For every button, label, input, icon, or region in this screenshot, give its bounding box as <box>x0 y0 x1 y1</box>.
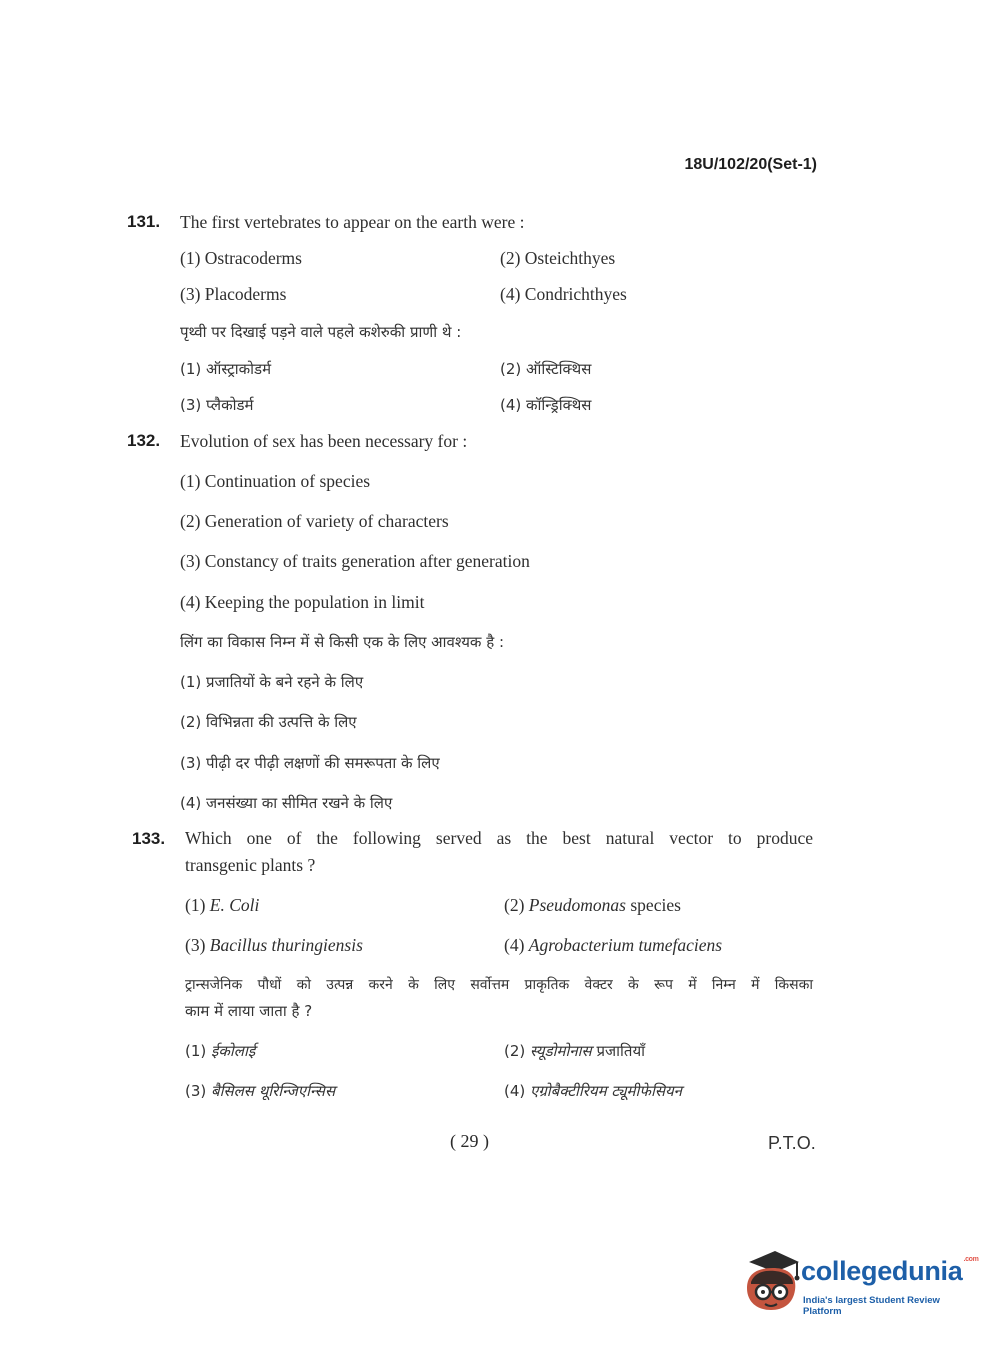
question-text-hindi: ट्रान्सजेनिक पौधों को उत्पन्न करने के लिए सर्वोत्तम प्राकृतिक वेक्टर के रूप में निम्न में किसका <box>185 977 813 993</box>
option-hindi <box>504 1041 645 1061</box>
option-hindi: (1) ऑस्ट्राकोडर्म <box>180 360 272 378</box>
option-number: (3) <box>185 1082 207 1100</box>
option-hindi <box>185 1041 255 1061</box>
question-text: The first vertebrates to appear on the earth were : <box>180 212 525 232</box>
option-number: (1) <box>185 895 206 915</box>
option-italic-text: एग्रोबैक्टीरियम ट्यूमीफेसियन <box>530 1082 683 1100</box>
option: (4) Keeping the population in limit <box>180 592 425 612</box>
option-hindi <box>504 1081 682 1101</box>
option: (2) Osteichthyes <box>500 248 616 268</box>
option-hindi <box>185 1081 335 1101</box>
question-text-hindi: पृथ्वी पर दिखाई पड़ने वाले पहले कशेरुकी प्राणी थे : <box>180 323 462 341</box>
option-hindi: (2) विभिन्नता की उत्पत्ति के लिए <box>180 713 357 731</box>
question-text-hindi-continued: काम में लाया जाता है ? <box>185 1002 313 1020</box>
option-hindi: (3) प्लैकोडर्म <box>180 396 254 414</box>
option: (1) Ostracoderms <box>180 248 302 268</box>
option-text: प्रजातियाँ <box>591 1042 646 1060</box>
pto-label: P.T.O. <box>768 1133 816 1153</box>
option: (2) Generation of variety of characters <box>180 511 449 531</box>
option-italic-text: Pseudomonas <box>528 895 626 915</box>
collegedunia-logo <box>741 1248 979 1317</box>
option-number: (4) <box>504 1082 526 1100</box>
option-italic-text: Bacillus thuringiensis <box>209 935 363 955</box>
option-hindi: (4) जनसंख्या का सीमित रखने के लिए <box>180 794 393 812</box>
option <box>185 895 259 916</box>
page-number: ( 29 ) <box>450 1131 489 1151</box>
question-number: 131. <box>127 212 161 231</box>
option-italic-text: ईकोलाई <box>211 1042 256 1060</box>
option-italic-text: स्यूडोमोनास <box>530 1042 592 1060</box>
mascot-icon <box>741 1248 801 1312</box>
option-number: (3) <box>185 935 206 955</box>
option <box>185 935 363 956</box>
option-hindi: (2) ऑस्टिक्थिस <box>500 360 592 378</box>
option <box>504 935 722 956</box>
option: (1) Continuation of species <box>180 471 371 491</box>
question-number: 132. <box>127 431 161 450</box>
question-text-hindi: लिंग का विकास निम्न में से किसी एक के लिए आवश्यक है : <box>180 633 504 651</box>
option-number: (2) <box>504 895 525 915</box>
option-hindi: (1) प्रजातियों के बने रहने के लिए <box>180 673 364 691</box>
logo-wordmark <box>801 1256 979 1287</box>
option-hindi: (3) पीढ़ी दर पीढ़ी लक्षणों की समरूपता के लिए <box>180 754 440 772</box>
logo-tagline: India's largest Student Review Platform <box>803 1295 940 1317</box>
option-italic-text: E. Coli <box>209 895 260 915</box>
option-italic-text: Agrobacterium tumefaciens <box>528 935 723 955</box>
logo-suffix: .com <box>963 1256 979 1263</box>
option <box>504 895 681 916</box>
paper-code: 18U/102/20(Set-1) <box>684 156 817 173</box>
option-hindi: (4) कॉन्ड्रिक्थिस <box>500 396 592 414</box>
option: (3) Placoderms <box>180 284 287 304</box>
question-text: Which one of the following served as the best natural vector to produce <box>185 828 813 848</box>
option-text: species <box>626 895 681 915</box>
question-text-continued: transgenic plants ? <box>185 855 316 875</box>
logo-name: collegedunia <box>801 1256 963 1286</box>
option: (3) Constancy of traits generation after generation <box>180 551 530 571</box>
option-number: (2) <box>504 1042 526 1060</box>
option-number: (4) <box>504 935 525 955</box>
option-italic-text: बैसिलस थूरिन्जिएन्सिस <box>211 1082 336 1100</box>
question-number: 133. <box>132 829 166 848</box>
option: (4) Condrichthyes <box>500 284 627 304</box>
option-number: (1) <box>185 1042 207 1060</box>
question-text: Evolution of sex has been necessary for : <box>180 431 468 451</box>
